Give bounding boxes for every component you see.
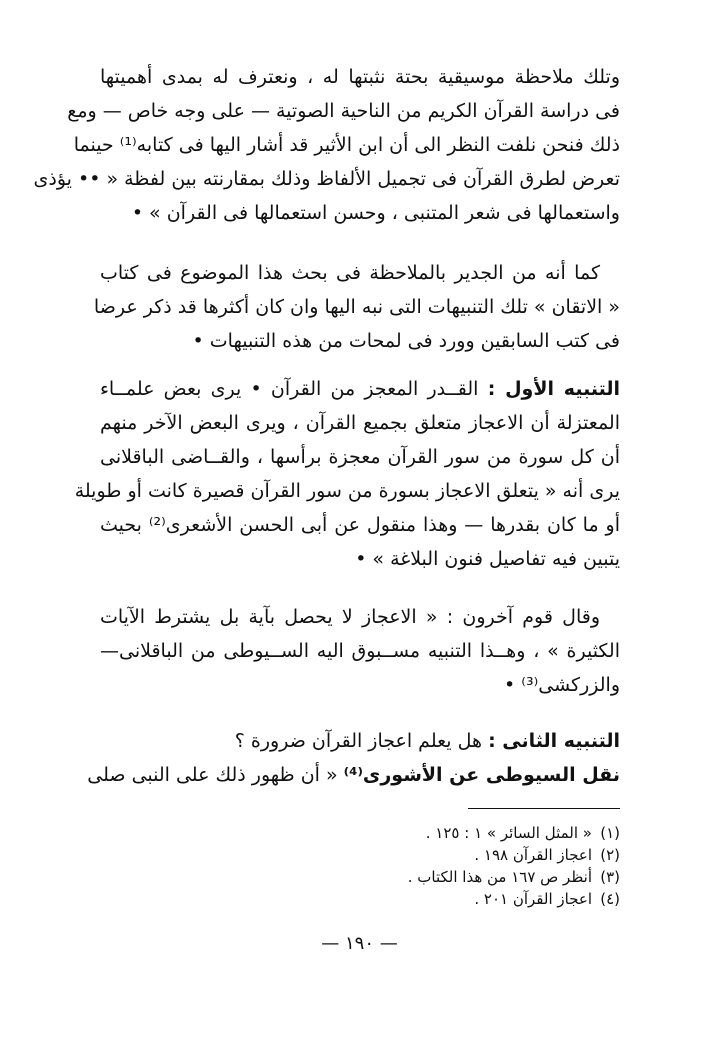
footnote-item <box>340 844 620 866</box>
paragraph-ibn-al-athir <box>33 60 620 230</box>
text-line: يتبين فيه تفاصيل فنون البلاغة » • <box>355 548 620 570</box>
footnote-item <box>340 866 620 888</box>
text-line: أو ما كان بقدرها — وهذا منقول عن أبى الحسن الأشعرى⁽²⁾ بحيث <box>100 514 620 536</box>
second-note-quote: « أن ظهور ذلك على النبى صلى <box>87 764 338 786</box>
paragraph-first-note <box>74 372 620 576</box>
paragraph-second-note <box>87 724 620 792</box>
text-line: واستعمالها فى شعر المتنبى ، وحسن استعمالها فى القرآن » • <box>131 202 620 224</box>
first-note-heading: التنبيه الأول : <box>487 378 620 400</box>
second-note-question: هل يعلم اعجاز القرآن ضرورة ؟ <box>234 730 483 752</box>
text-line: فى كتب السابقين وورد فى لمحات من هذه التنبيهات • <box>192 330 620 352</box>
text-line: أن كل سورة من سور القرآن معجزة برأسها ، والقــاضى الباقلانى <box>100 446 620 468</box>
text-line: والزركشى⁽³⁾ • <box>504 674 620 696</box>
text-line: الكثيرة » ، وهــذا التنبيه مســبوق اليه الســيوطى من الباقلانى— <box>100 640 620 662</box>
footnote-number: (٣) <box>600 868 620 886</box>
footnote-text: أنظر ص ١٦٧ من هذا الكتاب . <box>407 868 592 886</box>
text-line: كما أنه من الجدير بالملاحظة فى بحث هذا الموضوع فى كتاب <box>100 262 600 284</box>
text-line: وتلك ملاحظة موسيقية بحتة نثبتها له ، ونعترف له بمدى أهميتها <box>100 66 620 88</box>
text-line: تعرض لطرق القرآن فى تجميل الألفاظ وذلك بمقارنته بين لفظة « •• يؤذى <box>33 168 620 190</box>
footnote-separator <box>468 808 620 809</box>
footnotes <box>340 822 620 910</box>
footnote-number: (٤) <box>600 890 620 908</box>
text-line: يرى أنه « يتعلق الاعجاز بسورة من سور القرآن قصيرة كانت أو طويلة <box>74 480 620 502</box>
second-note-heading: التنبيه الثانى : <box>488 730 620 752</box>
page-number: — ١٩٠ — <box>321 933 398 954</box>
text-line: المعتزلة أن الاعجاز متعلق بجميع القرآن ، ويرى البعض الآخر منهم <box>100 412 620 434</box>
text-line: ذلك فنحن نلفت النظر الى أن ابن الأثير قد أشار اليها فى كتابه⁽¹⁾ حينما <box>73 134 620 156</box>
paragraph-other-view <box>100 600 620 702</box>
footnote-number: (٢) <box>600 846 620 864</box>
text-line: « الاتقان » تلك التنبيهات التى نبه اليها وان كان أكثرها قد ذكر عرضا <box>93 296 620 318</box>
footnote-text: اعجاز القرآن ١٩٨ . <box>474 846 592 864</box>
first-note-title: القــدر المعجز من القرآن • يرى بعض علمــاء <box>100 378 479 400</box>
paragraph-itqan <box>93 256 620 358</box>
second-note-source: نقل السيوطى عن الأشورى⁽⁴⁾ <box>343 764 620 786</box>
footnote-text: « المثل السائر » ١ : ١٢٥ . <box>425 824 592 842</box>
footnote-number: (١) <box>600 824 620 842</box>
text-line: فى دراسة القرآن الكريم من الناحية الصوتية — على وجه خاص — ومع <box>67 100 620 122</box>
footnote-text: اعجاز القرآن ٢٠١ . <box>474 890 592 908</box>
footnote-item <box>340 822 620 844</box>
footnote-item <box>340 888 620 910</box>
text-line <box>100 724 620 758</box>
text-line: وقال قوم آخرون : « الاعجاز لا يحصل بآية بل يشترط الآيات <box>100 606 600 628</box>
text-line <box>100 372 620 406</box>
text-line <box>87 758 620 792</box>
